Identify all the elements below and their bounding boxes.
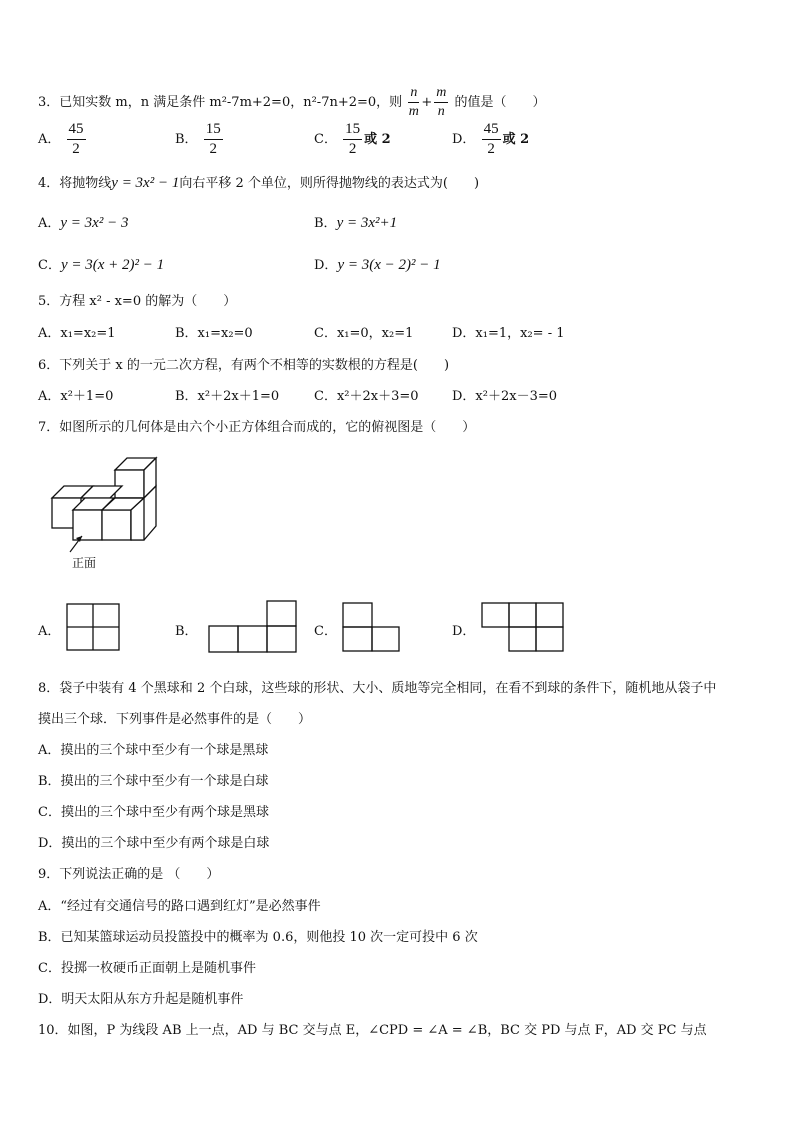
- q7-option-a-label[interactable]: A．: [38, 624, 61, 639]
- q3-option-c-fraction: [343, 122, 362, 157]
- q4-stem-b: 向右平移 2 个单位，则所得抛物线的表达式为( ): [179, 176, 480, 191]
- q3-frac2-den: n: [437, 104, 445, 119]
- q7-option-a-figure[interactable]: [66, 603, 120, 651]
- q6-option-c[interactable]: C．x²＋2x＋3=0: [314, 389, 419, 404]
- q4-option-a[interactable]: [38, 212, 128, 232]
- q4-option-c[interactable]: [38, 254, 164, 274]
- option-label: C．: [314, 132, 337, 147]
- q3-option-c[interactable]: [314, 122, 391, 157]
- q6-option-d[interactable]: D．x²＋2x－3=0: [452, 389, 558, 404]
- q9-option-d[interactable]: D．明天太阳从东方升起是随机事件: [38, 992, 244, 1007]
- q8-option-a[interactable]: A．摸出的三个球中至少有一个球是黑球: [38, 743, 269, 758]
- question-7-stem: 7．如图所示的几何体是由六个小正方体组合而成的，它的俯视图是（ ）: [38, 420, 476, 435]
- q9-option-a[interactable]: A．“经过有交通信号的路口遇到红灯”是必然事件: [38, 899, 321, 914]
- q6-option-b[interactable]: B．x²＋2x＋1=0: [175, 389, 280, 404]
- q8-option-d[interactable]: D．摸出的三个球中至少有两个球是白球: [38, 836, 270, 851]
- frac-den: 2: [72, 141, 80, 157]
- q4-option-b[interactable]: [314, 212, 397, 232]
- option-expr: y = 3(x + 2)² − 1: [60, 257, 165, 273]
- question-8-stem-line1: 8．袋子中装有 4 个黑球和 2 个白球，这些球的形状、大小、质地等完全相同，在看不到球的条件下，随机地从袋子中: [38, 681, 717, 696]
- q3-stem-tail: 的值是（ ）: [454, 95, 546, 110]
- option-expr: y = 3x² − 3: [60, 215, 129, 231]
- cube-solid-figure: [40, 452, 170, 572]
- q3-frac1-num: n: [408, 86, 419, 103]
- option-expr: y = 3(x − 2)² − 1: [337, 257, 441, 273]
- question-6-stem: 6．下列关于 x 的一元二次方程，有两个不相等的实数根的方程是( ): [38, 358, 450, 373]
- q3-stem-text: 3．已知实数 m，n 满足条件 m²-7m+2=0，n²-7n+2=0，则: [38, 95, 403, 110]
- q4-stem-a: 4．将抛物线: [38, 176, 112, 191]
- option-label: A．: [38, 132, 61, 147]
- question-10-stem: 10．如图，P 为线段 AB 上一点，AD 与 BC 交与点 E，∠CPD = ∠A = ∠B，BC 交 PD 与点 F，AD 交 PC 与点: [38, 1023, 707, 1038]
- question-9-stem: 9．下列说法正确的是 （ ）: [38, 867, 220, 882]
- frac-num: 15: [204, 122, 223, 140]
- q6-option-a[interactable]: A．x²＋1=0: [38, 389, 114, 404]
- frac-num: 45: [482, 122, 501, 140]
- option-label: D．: [452, 132, 476, 147]
- q5-option-a[interactable]: A．x₁=x₂=1: [38, 326, 116, 341]
- option-expr: y = 3x²+1: [336, 215, 398, 231]
- q3-fraction-n-over-m: [408, 86, 419, 119]
- q7-option-d-label[interactable]: D．: [452, 624, 476, 639]
- option-extra: 或 2: [364, 132, 391, 147]
- option-label: D．: [314, 258, 338, 273]
- q5-option-b[interactable]: B．x₁=x₂=0: [175, 326, 253, 341]
- q7-option-b-label[interactable]: B．: [175, 624, 198, 639]
- front-view-label: 正面: [72, 556, 97, 570]
- option-label: A．: [38, 216, 61, 231]
- q7-option-c-label[interactable]: C．: [314, 624, 337, 639]
- q8-option-b[interactable]: B．摸出的三个球中至少有一个球是白球: [38, 774, 269, 789]
- option-label: C．: [38, 258, 61, 273]
- q3-option-a-fraction: [67, 122, 86, 157]
- q7-option-b-figure[interactable]: [208, 600, 298, 654]
- question-3-stem: 3．已知实数 m，n 满足条件 m²-7m+2=0，n²-7n+2=0，则 $\frac{n}{m}$ + $\frac{m}{n}$ 的值是（ ）: [38, 85, 546, 119]
- q3-frac1-den: m: [408, 104, 419, 119]
- q3-option-d[interactable]: [452, 122, 529, 157]
- q3-option-b[interactable]: [175, 122, 225, 157]
- q3-fraction-m-over-n: [434, 86, 448, 119]
- question-4-stem: [38, 172, 479, 192]
- option-label: B．: [314, 216, 337, 231]
- q8-option-c[interactable]: C．摸出的三个球中至少有两个球是黑球: [38, 805, 269, 820]
- q3-frac2-num: m: [434, 86, 448, 103]
- option-label: B．: [175, 132, 198, 147]
- q3-option-d-fraction: [482, 122, 501, 157]
- q3-option-b-fraction: [204, 122, 223, 157]
- q3-option-a[interactable]: [38, 122, 88, 157]
- q9-option-c[interactable]: C．投掷一枚硬币正面朝上是随机事件: [38, 961, 256, 976]
- q7-option-d-figure[interactable]: [481, 602, 565, 654]
- frac-num: 45: [67, 122, 86, 140]
- option-extra: 或 2: [502, 132, 530, 147]
- frac-den: 2: [487, 141, 495, 157]
- frac-den: 2: [348, 141, 357, 157]
- q4-expression: y = 3x² − 1: [111, 175, 180, 191]
- q9-option-b[interactable]: B．已知某篮球运动员投篮投中的概率为 0.6，则他投 10 次一定可投中 6 次: [38, 930, 478, 945]
- frac-den: 2: [209, 141, 217, 157]
- frac-num: 15: [343, 122, 362, 140]
- question-8-stem-line2: 摸出三个球．下列事件是必然事件的是（ ）: [38, 712, 312, 727]
- q7-option-c-figure[interactable]: [342, 602, 402, 654]
- q5-option-d[interactable]: D．x₁=1，x₂= - 1: [452, 326, 565, 341]
- question-5-stem: 5．方程 x² - x=0 的解为（ ）: [38, 294, 237, 309]
- q4-option-d[interactable]: [314, 254, 441, 274]
- q5-option-c[interactable]: C．x₁=0，x₂=1: [314, 326, 414, 341]
